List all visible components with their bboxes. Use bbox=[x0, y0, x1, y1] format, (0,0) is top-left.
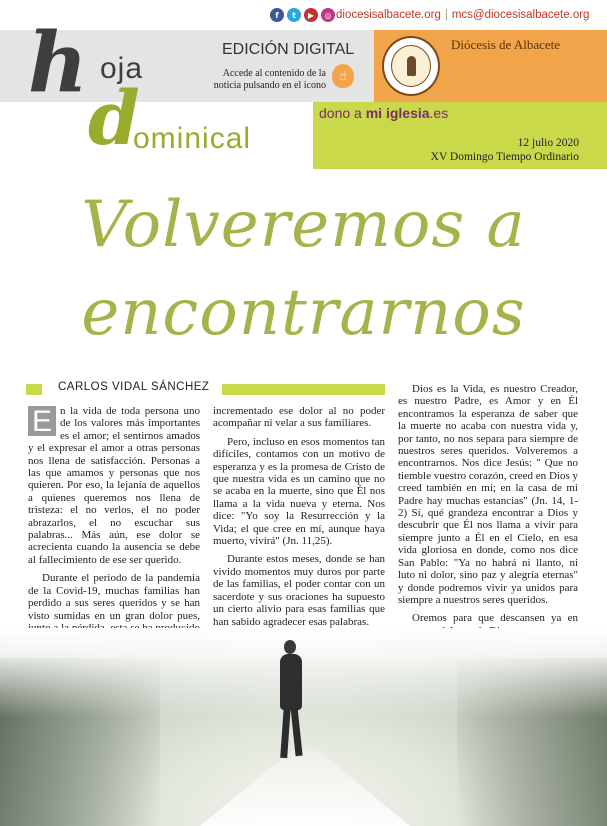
website-link[interactable]: diocesisalbacete.org bbox=[336, 9, 441, 21]
logo-letter-d: d bbox=[88, 76, 140, 162]
donation-suffix: .es bbox=[429, 105, 449, 121]
access-instruction: Accede al contenido de la noticia pulsando en el icono bbox=[213, 68, 326, 91]
paragraph: Oremos para que descansen ya en bbox=[412, 612, 578, 625]
logo-word-ominical: ominical bbox=[133, 122, 252, 155]
donation-prefix: dono a bbox=[319, 105, 366, 121]
instagram-icon[interactable]: ◎ bbox=[321, 8, 335, 22]
contact-links bbox=[336, 9, 589, 21]
article-title-line-2: encontrarnos bbox=[81, 276, 526, 350]
paragraph: Pero, incluso en esos momentos tan difíciles, contamos con un motivo de esperanza y es la promesa de Cristo de que nuestra vida es un camino que no se acaba en la muerte, sino que Él nos llama a la vida nueva y eterna. Nos dice: "Yo soy la Resurrección y la Vida; el que cree en mí, aunque haya muerto, vivirá" (Jn. 11,25). bbox=[213, 435, 385, 548]
paragraph: Durante el periodo de la pandemia de la Covid-19, muchas familias han perdido a sus seres queridos y se han visto sumidas en un gran dolor pues, bbox=[28, 572, 200, 622]
issue-dateline bbox=[431, 137, 579, 165]
logo-word-oja: oja bbox=[100, 52, 144, 85]
issue-liturgy: XV Domingo Tiempo Ordinario bbox=[430, 150, 579, 163]
article-author: CARLOS VIDAL SÁNCHEZ bbox=[58, 381, 210, 393]
photo-fog bbox=[0, 628, 607, 826]
drop-cap: E bbox=[28, 406, 56, 436]
edition-label: EDICIÓN DIGITAL bbox=[222, 41, 355, 58]
paragraph bbox=[28, 405, 200, 566]
author-bar-right bbox=[222, 384, 385, 395]
twitter-icon[interactable]: t bbox=[287, 8, 301, 22]
paragraph-text: n la vida de toda persona uno de los valores más importantes es el amor; el sentirnos amados y el expresar el amor a otras personas nos llena de satisfacción. Personas a las que amamos y personas que nos quieren. Por eso, la lejanía de aquellos a quienes queremos nos llena de tristeza: el no verlos, el no poder abrazarlos, el no escuchar sus palabras... Más aún, ese dolor se acrecienta cuando la ausencia se debe al fallecimiento de ese ser querido. bbox=[28, 405, 200, 566]
youtube-icon[interactable]: ▶ bbox=[304, 8, 318, 22]
facebook-icon[interactable]: f bbox=[270, 8, 284, 22]
article-title-line-1: Volveremos a bbox=[81, 188, 526, 262]
paragraph: Durante estos meses, donde se han vivido momentos muy duros por parte de las familias, el poder contar con un sacerdote y sus oraciones ha supuesto un cierto alivio para esas familias que han sabido agradecer esas palabras. bbox=[213, 553, 385, 628]
email-link[interactable]: mcs@diocesisalbacete.org bbox=[451, 9, 590, 21]
paragraph: incrementado ese dolor al no poder acompañar ni velar a sus familiares. bbox=[213, 405, 385, 430]
article-photo bbox=[0, 628, 607, 826]
donation-bold: mi iglesia bbox=[365, 105, 430, 121]
article-column-1 bbox=[28, 405, 200, 653]
diocese-seal-icon bbox=[382, 36, 440, 96]
donation-link[interactable] bbox=[319, 105, 448, 121]
article-column-2 bbox=[213, 405, 385, 634]
link-separator: | bbox=[444, 9, 448, 21]
diocese-name: Diócesis de Albacete bbox=[451, 37, 561, 52]
top-bar bbox=[0, 0, 607, 30]
seal-center bbox=[391, 45, 431, 87]
pointing-hand-icon[interactable]: ☝ bbox=[332, 64, 354, 88]
logo-letter-h: h bbox=[28, 15, 88, 111]
issue-date: 12 julio 2020 bbox=[517, 137, 579, 149]
article-column-3 bbox=[398, 383, 578, 643]
walking-person-body bbox=[280, 654, 302, 710]
walking-person-head bbox=[284, 640, 296, 654]
social-links bbox=[270, 8, 335, 22]
paragraph: Dios es la Vida, es nuestro Creador, es nuestro Padre, es Amor y en Él encontramos la esperanza de saber que la muerte no acaba con nuestra vida y, por tanto, no nos separa para siempre de nuestros seres queridos. Volveremos a encontrarnos. Nos dice Jesús: " Que no tiemble vuestro corazón, creed en Dios y creed también en mí; en la casa de mi Padre hay muchas estancias" (Jn. 14, 1-2) Sí, qué grandeza encontrar a Dios y descubrir que Él nos llama a vivir para siempre junto a Él en el Cielo, en esa vida gloriosa en donde, como nos dice San Pablo: "Ya no habrá ni llanto, ni luto ni dolor, sino paz y alegría eternas" y donde podremos vivir ya unidos para siempre a nuestros seres queridos. bbox=[398, 383, 578, 606]
author-bar-left bbox=[26, 384, 42, 395]
